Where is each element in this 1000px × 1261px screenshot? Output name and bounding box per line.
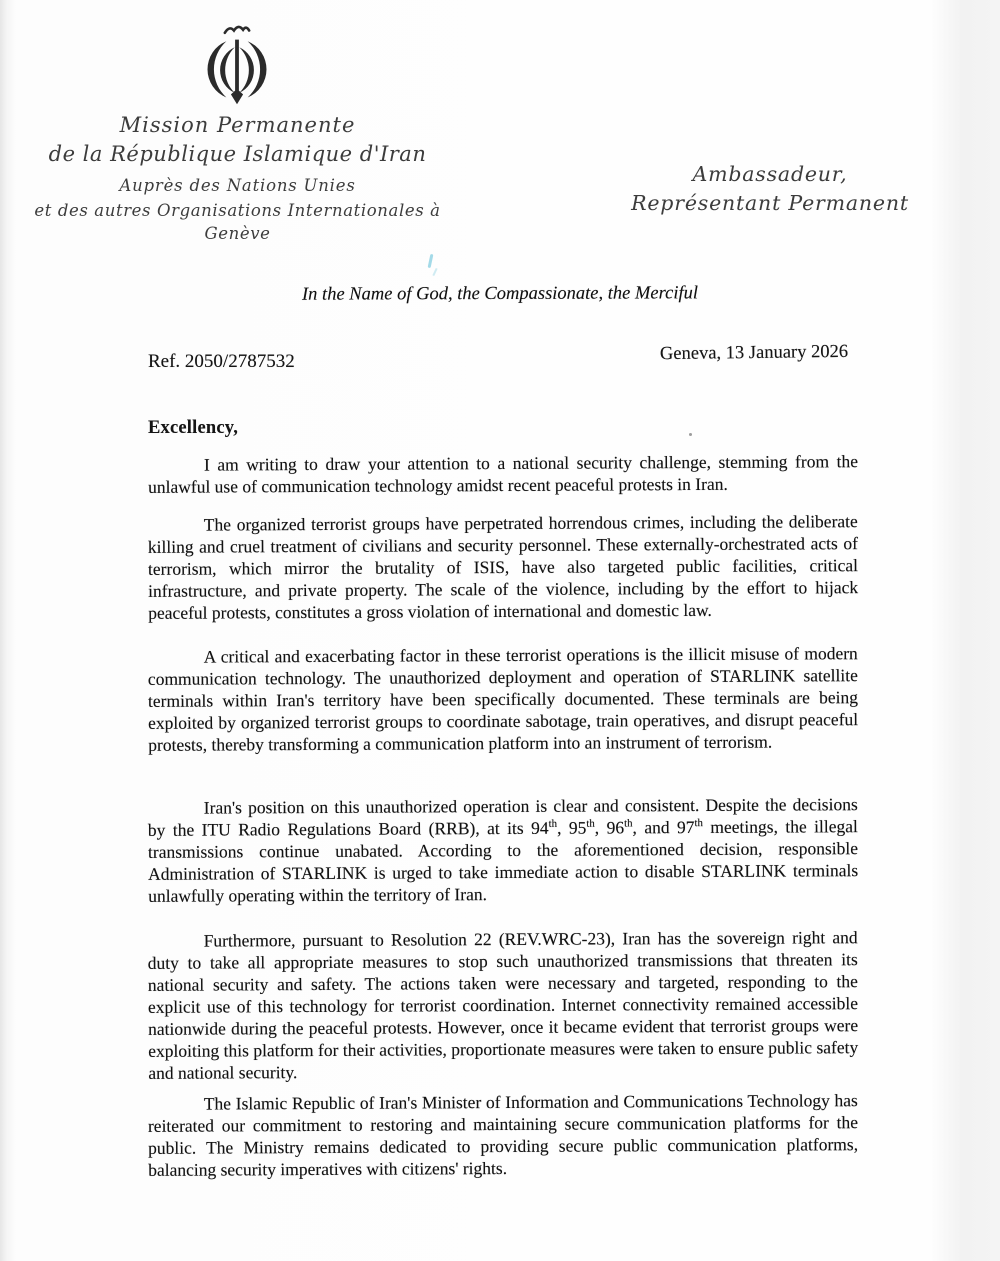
mission-line: Auprès des Nations Unies bbox=[119, 176, 356, 195]
invocation-line: In the Name of God, the Compassionate, the Merciful bbox=[301, 283, 699, 305]
mission-line: Mission Permanente bbox=[119, 113, 356, 137]
body-paragraph: The organized terrorist groups have perpetrated horrendous crimes, including the deliberate killing and cruel treatment of civilians and security personnel. These externally-orchestrated acts of terrorism, which mirror the brutality of ISIS, have also targeted public facilities, critical infrastructure, and private property. The scale of the violence, including by the effort to hijack peaceful protests, constitutes a gross violation of international and domestic law. bbox=[147, 511, 859, 623]
scan-artifact bbox=[432, 268, 437, 276]
body-paragraph: A critical and exacerbating factor in these terrorist operations is the illicit misuse of modern communication technology. The unauthorized deployment and operation of STARLINK satellite terminals within Iran's territory have been specifically documented. These terminals are being exploited by organized terrorist groups to coordinate sabotage, train operatives, and disrupt peaceful protests, thereby transforming a communication platform into an instrument of terrorism. bbox=[147, 643, 859, 755]
body-paragraph: I am writing to draw your attention to a national security challenge, stemming from the unlawful use of communication technology amidst recent peaceful protests in Iran. bbox=[148, 451, 858, 497]
scan-artifact bbox=[428, 254, 434, 268]
salutation: Excellency, bbox=[148, 418, 239, 438]
mission-line: de la République Islamique d'Iran bbox=[48, 142, 427, 166]
ambassador-line: Représentant Permanent bbox=[631, 191, 909, 215]
ambassador-line: Ambassadeur, bbox=[692, 162, 848, 186]
mission-line: et des autres Organisations Internationales à Genève bbox=[34, 201, 441, 243]
body-paragraph: The Islamic Republic of Iran's Minister of Information and Communications Technology has reiterated our commitment to restoring and maintaining secure communication platforms for the public. The Ministry remains dedicated to providing secure public communication platforms, balancing security imperatives with citizens' rights. bbox=[147, 1090, 859, 1180]
scan-artifact bbox=[689, 433, 692, 436]
body-paragraph: Iran's position on this unauthorized operation is clear and consistent. Despite the decisions by the ITU Radio Regulations Board (RRB), at its 94th, 95th, 96th, and 97th meetings, the illegal transmissions continue unabated. According to the aforementioned decision, responsible Administration of STARLINK is urged to take immediate action to disable STARLINK terminals unlawfully operating within the territory of Iran. bbox=[147, 794, 859, 906]
letterhead-ambassador-block bbox=[610, 160, 930, 218]
reference-number: Ref. 2050/2787532 bbox=[148, 351, 295, 372]
body-paragraph: Furthermore, pursuant to Resolution 22 (REV.WRC-23), Iran has the sovereign right and duty to take all appropriate measures to stop such unauthorized transmissions that threaten its national security and safety. The actions taken were necessary and targeted, responding to the explicit use of this technology for terrorist coordination. Internet connectivity remained accessible nationwide during the peaceful protests. However, once it became evident that terrorist groups were exploiting this platform for their activities, proportionate measures were taken to ensure public safety and national security. bbox=[147, 927, 859, 1083]
letterhead-mission-block bbox=[30, 112, 445, 245]
iran-emblem-icon bbox=[199, 20, 275, 108]
dateline: Geneva, 13 January 2026 bbox=[659, 341, 849, 365]
